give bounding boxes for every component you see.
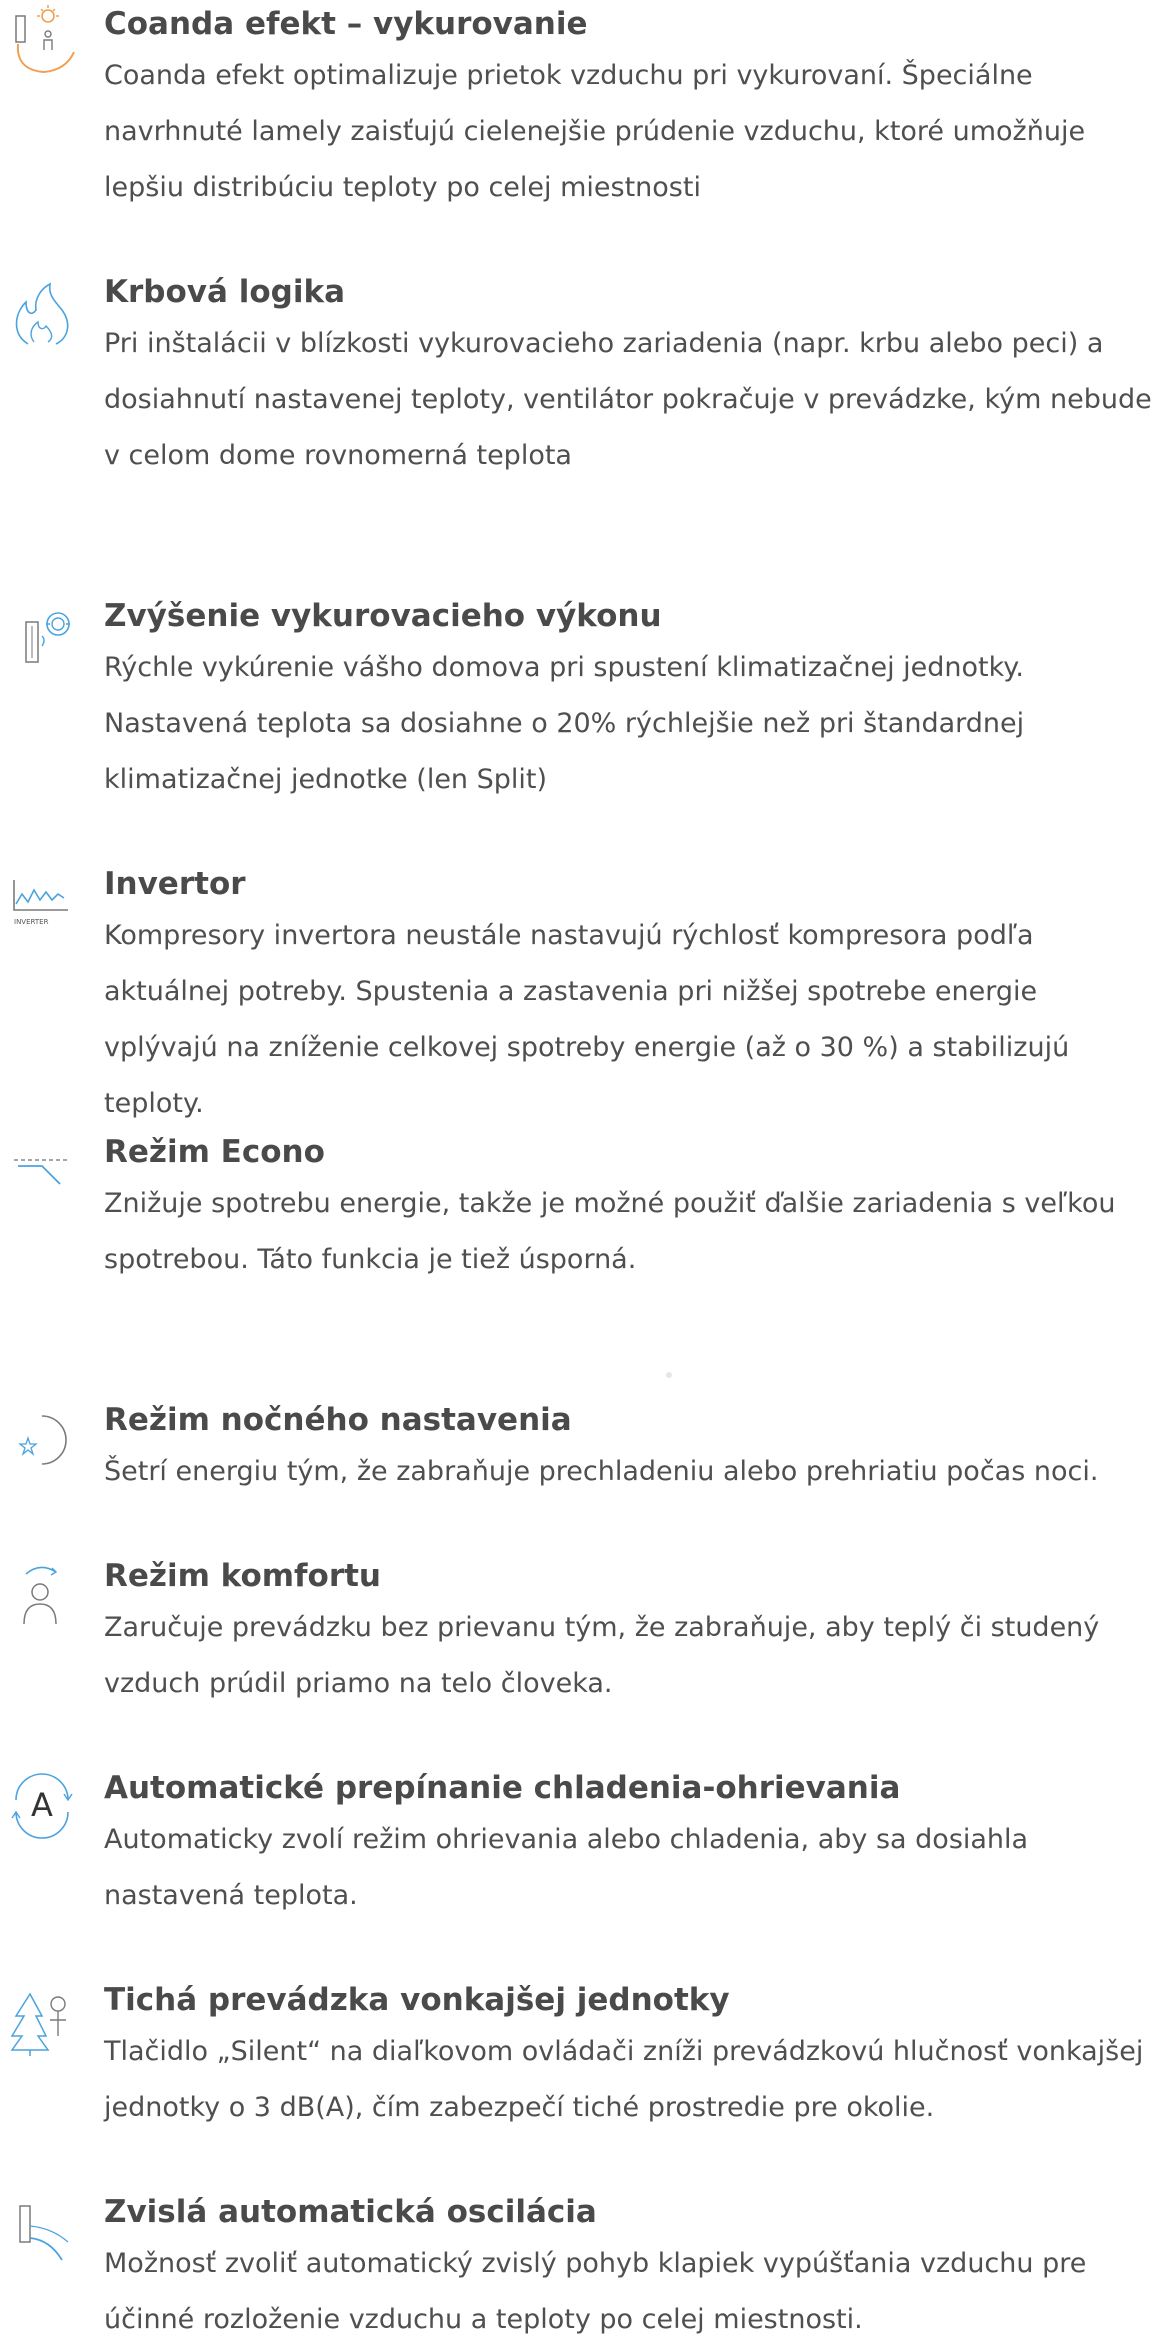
feature-description: Zaručuje prevádzku bez prievanu tým, že zabraňuje, aby teplý či studený vzduch prúdil priamo na telo človeka.	[104, 1612, 1100, 1699]
inverter-icon	[6, 866, 78, 938]
feature-title: Režim nočného nastavenia	[104, 1402, 572, 1438]
feature-title: Zvislá automatická oscilácia	[104, 2194, 597, 2230]
feature-description: Rýchle vykúrenie vášho domova pri spustení klimatizačnej jednotky. Nastavená teplota sa dosiahne o 20% rýchlejšie než pri štandardnej klimatizačnej jednotke (len Split)	[104, 652, 1025, 795]
feature-description: Pri inštalácii v blízkosti vykurovacieho zariadenia (napr. krbu alebo peci) a dosiahnutí nastavenej teploty, ventilátor pokračuje v prevádzke, kým nebude v celom dome rovnomerná teplota	[104, 328, 1152, 471]
econo-mode-icon	[6, 1134, 78, 1206]
auto-changeover-icon	[6, 1770, 78, 1842]
feature-description: Kompresory invertora neustále nastavujú rýchlosť kompresora podľa aktuálnej potreby. Spustenia a zastavenia pri nižšej spotrebe energie vplývajú na zníženie celkovej spotreby energie (až o 30 %) a stabilizujú teploty.	[104, 920, 1070, 1119]
feature-title: Režim komfortu	[104, 1558, 382, 1594]
feature-description: Automaticky zvolí režim ohrievania alebo chladenia, aby sa dosiahla nastavená teplota.	[104, 1824, 1029, 1911]
feature-description: Šetrí energiu tým, že zabraňuje prechladeniu alebo prehriatiu počas noci.	[104, 1456, 1099, 1487]
feature-title: Tichá prevádzka vonkajšej jednotky	[104, 1982, 730, 2018]
feature-title: Zvýšenie vykurovacieho výkonu	[104, 598, 662, 634]
feature-title: Coanda efekt – vykurovanie	[104, 6, 588, 42]
auto-icon-letter: A	[31, 1786, 53, 1824]
feature-title: Režim Econo	[104, 1134, 325, 1170]
feature-description: Znižuje spotrebu energie, takže je možné použiť ďalšie zariadenia s veľkou spotrebou. Táto funkcia je tiež úsporná.	[104, 1188, 1116, 1275]
feature-title: Invertor	[104, 866, 246, 902]
silent-outdoor-icon	[6, 1986, 78, 2058]
fireplace-flame-icon	[6, 280, 78, 352]
feature-title: Automatické prepínanie chladenia-ohrievania	[104, 1770, 901, 1806]
feature-description: Coanda efekt optimalizuje prietok vzduchu pri vykurovaní. Špeciálne navrhnuté lamely zaisťujú cielenejšie prúdenie vzduchu, ktoré umožňuje lepšiu distribúciu teploty po celej miestnosti	[104, 60, 1086, 203]
comfort-person-icon	[6, 1560, 78, 1632]
night-mode-moon-icon	[6, 1406, 78, 1478]
coanda-heating-icon	[6, 4, 78, 76]
feature-description: Možnosť zvoliť automatický zvislý pohyb klapiek vypúšťania vzduchu pre účinné rozloženie vzduchu a teploty po celej miestnosti.	[104, 2248, 1087, 2335]
feature-title: Krbová logika	[104, 274, 345, 310]
heating-boost-icon	[6, 602, 78, 674]
vertical-swing-icon	[6, 2198, 78, 2270]
feature-description: Tlačidlo „Silent“ na diaľkovom ovládači zníži prevádzkovú hlučnosť vonkajšej jednotky o 3 dB(A), čím zabezpečí tiché prostredie pre okolie.	[104, 2036, 1144, 2123]
inverter-icon-label: INVERTER	[14, 918, 49, 926]
divider-dot	[666, 1372, 672, 1378]
